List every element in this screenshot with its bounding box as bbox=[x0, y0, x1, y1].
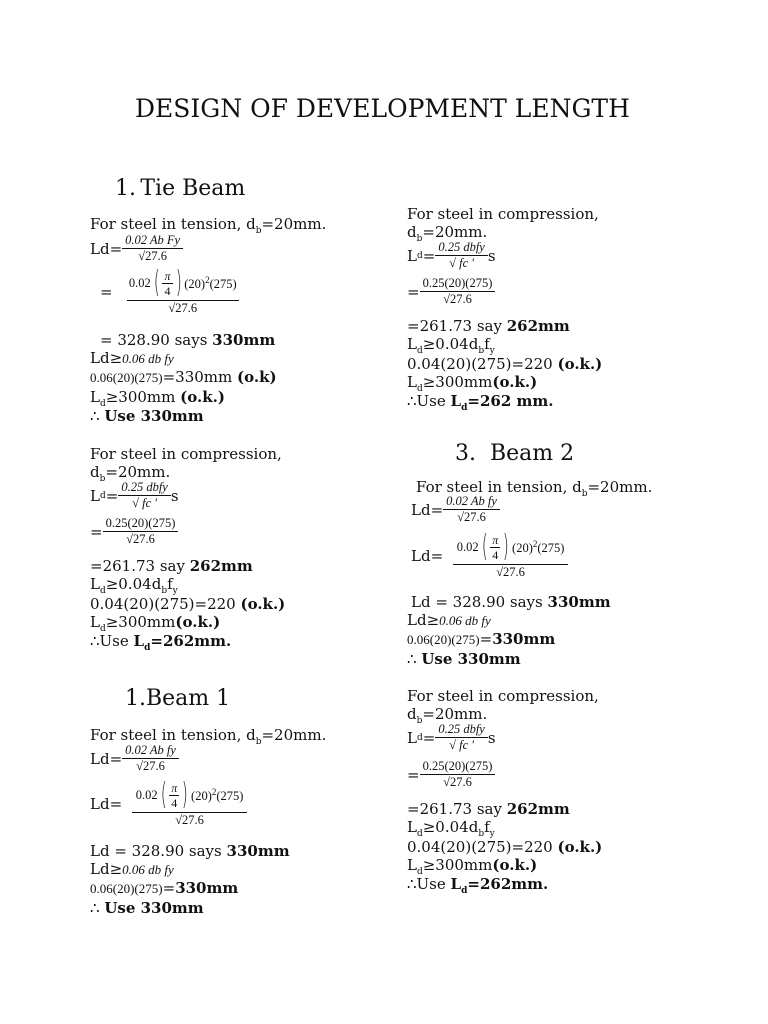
compression-min-right: $L_d\ge 300mm(o.k.)$ bbox=[407, 373, 538, 394]
beam1-check-value: 0.06(20)(275)=330mm bbox=[90, 879, 239, 897]
compression-use-right: ∴Use $L_d=262$ mm. bbox=[407, 392, 554, 413]
beam1-use: ∴ Use 330mm bbox=[90, 899, 204, 917]
compression-lead: For steel in compression, bbox=[90, 445, 282, 463]
compression-db-right-2: $d_b=20mm$. bbox=[407, 705, 488, 726]
beam2-ld-formula: Ld= $\frac{\text{0.02 Ab fy}}{√27.6}$ bbox=[411, 494, 500, 525]
compression-use-right-2: ∴Use $L_d=262mm$. bbox=[407, 875, 549, 896]
beam2-check-value: 0.06(20)(275)=330mm bbox=[407, 630, 556, 648]
compression-check: $L_d\ge 0.04d_bf_y$ bbox=[90, 575, 178, 596]
compression-calc: 0.04(20)(275)=220 (o.k.) bbox=[90, 595, 286, 613]
compression-result: =261.73 say 262mm bbox=[90, 557, 253, 575]
compression-ld-formula: L d = $\frac{\text{0.25 dbfy}}{√ fc '}$ s bbox=[90, 480, 179, 510]
compression-check-right: $L_d\ge 0.04d_bf_y$ bbox=[407, 335, 495, 356]
section-heading-beam-2: 3. Beam 2 bbox=[455, 441, 575, 466]
compression-calc-right-2: 0.04(20)(275)=220 (o.k.) bbox=[407, 838, 603, 856]
compression-result-right-2: =261.73 say 262mm bbox=[407, 800, 570, 818]
section-heading-beam-1: 1.Beam 1 bbox=[125, 686, 231, 711]
compression-result-right: =261.73 say 262mm bbox=[407, 317, 570, 335]
compression-lead-right-2: For steel in compression, bbox=[407, 687, 599, 705]
compression-db-right: $d_b=20mm$. bbox=[407, 223, 488, 244]
compression-db: $d_b=20mm$. bbox=[90, 463, 171, 484]
beam1-check: Ld≥0.06 db fy bbox=[90, 860, 174, 878]
tension-result: = 328.90 says 330mm bbox=[100, 331, 276, 349]
beam2-check: Ld≥0.06 db fy bbox=[407, 611, 491, 629]
tension-lead: For steel in tension, $d_b=20mm$. bbox=[90, 215, 327, 236]
ld-check: Ld≥0.06 db fy bbox=[90, 349, 174, 367]
beam1-ld-substitution: Ld= 0.02 ( π 4 ) $(20)^2(275)$ √27.6 bbox=[90, 780, 247, 828]
db-subscript: b bbox=[255, 226, 262, 236]
ld-formula: Ld= $\frac{\text{0.02 Ab Fy}}{√27.6}$ bbox=[90, 233, 183, 264]
page-title: DESIGN OF DEVELOPMENT LENGTH bbox=[135, 94, 630, 123]
beam2-use: ∴ Use 330mm bbox=[407, 650, 521, 668]
compression-use: ∴Use $L_d=262mm$. bbox=[90, 632, 232, 653]
compression-substitution: = $\frac{0.25(20)(275)}{√27.6}$ bbox=[90, 516, 178, 547]
compression-substitution-right: = $\frac{0.25(20)(275)}{√27.6}$ bbox=[407, 276, 495, 307]
beam2-result: Ld = 328.90 says 330mm bbox=[411, 593, 611, 611]
section-heading-tie-beam: 1. Tie Beam bbox=[115, 176, 246, 201]
ld-check-value: 0.06(20)(275)=330mm (o.k) bbox=[90, 368, 277, 386]
beam1-result: Ld = 328.90 says 330mm bbox=[90, 842, 290, 860]
compression-min: $L_d\ge 300mm(o.k.)$ bbox=[90, 613, 221, 634]
beam1-tension-lead: For steel in tension, $d_b=20mm$. bbox=[90, 726, 327, 747]
compression-ld-formula-right: L d = $\frac{\text{0.25 dbfy}}{√ fc '}$ s bbox=[407, 240, 496, 270]
beam1-ld-formula: Ld= $\frac{\text{0.02 Ab fy}}{√27.6}$ bbox=[90, 743, 179, 774]
use-value: ∴ Use 330mm bbox=[90, 407, 204, 425]
compression-check-right-2: $L_d\ge 0.04d_bf_y$ bbox=[407, 818, 495, 839]
compression-min-right-2: $L_d\ge 300mm(o.k.)$ bbox=[407, 856, 538, 877]
compression-ld-formula-right-2: L d = $\frac{\text{0.25 dbfy}}{√ fc '}$ s bbox=[407, 722, 496, 752]
compression-lead-right: For steel in compression, bbox=[407, 205, 599, 223]
compression-substitution-right-2: = $\frac{0.25(20)(275)}{√27.6}$ bbox=[407, 759, 495, 790]
ld-substitution: = 0.02 ( π 4 ) $(20)^2(275)$ √27.6 bbox=[100, 265, 237, 315]
compression-calc-right: 0.04(20)(275)=220 (o.k.) bbox=[407, 355, 603, 373]
ld-min: $L_d\ge 300mm$ (o.k.) bbox=[90, 388, 225, 409]
beam2-ld-substitution: Ld= 0.02 ( π 4 ) $(20)^2(275)$ √27.6 bbox=[411, 532, 568, 580]
beam2-tension-lead: For steel in tension, $d_b=20mm$. bbox=[416, 478, 653, 499]
